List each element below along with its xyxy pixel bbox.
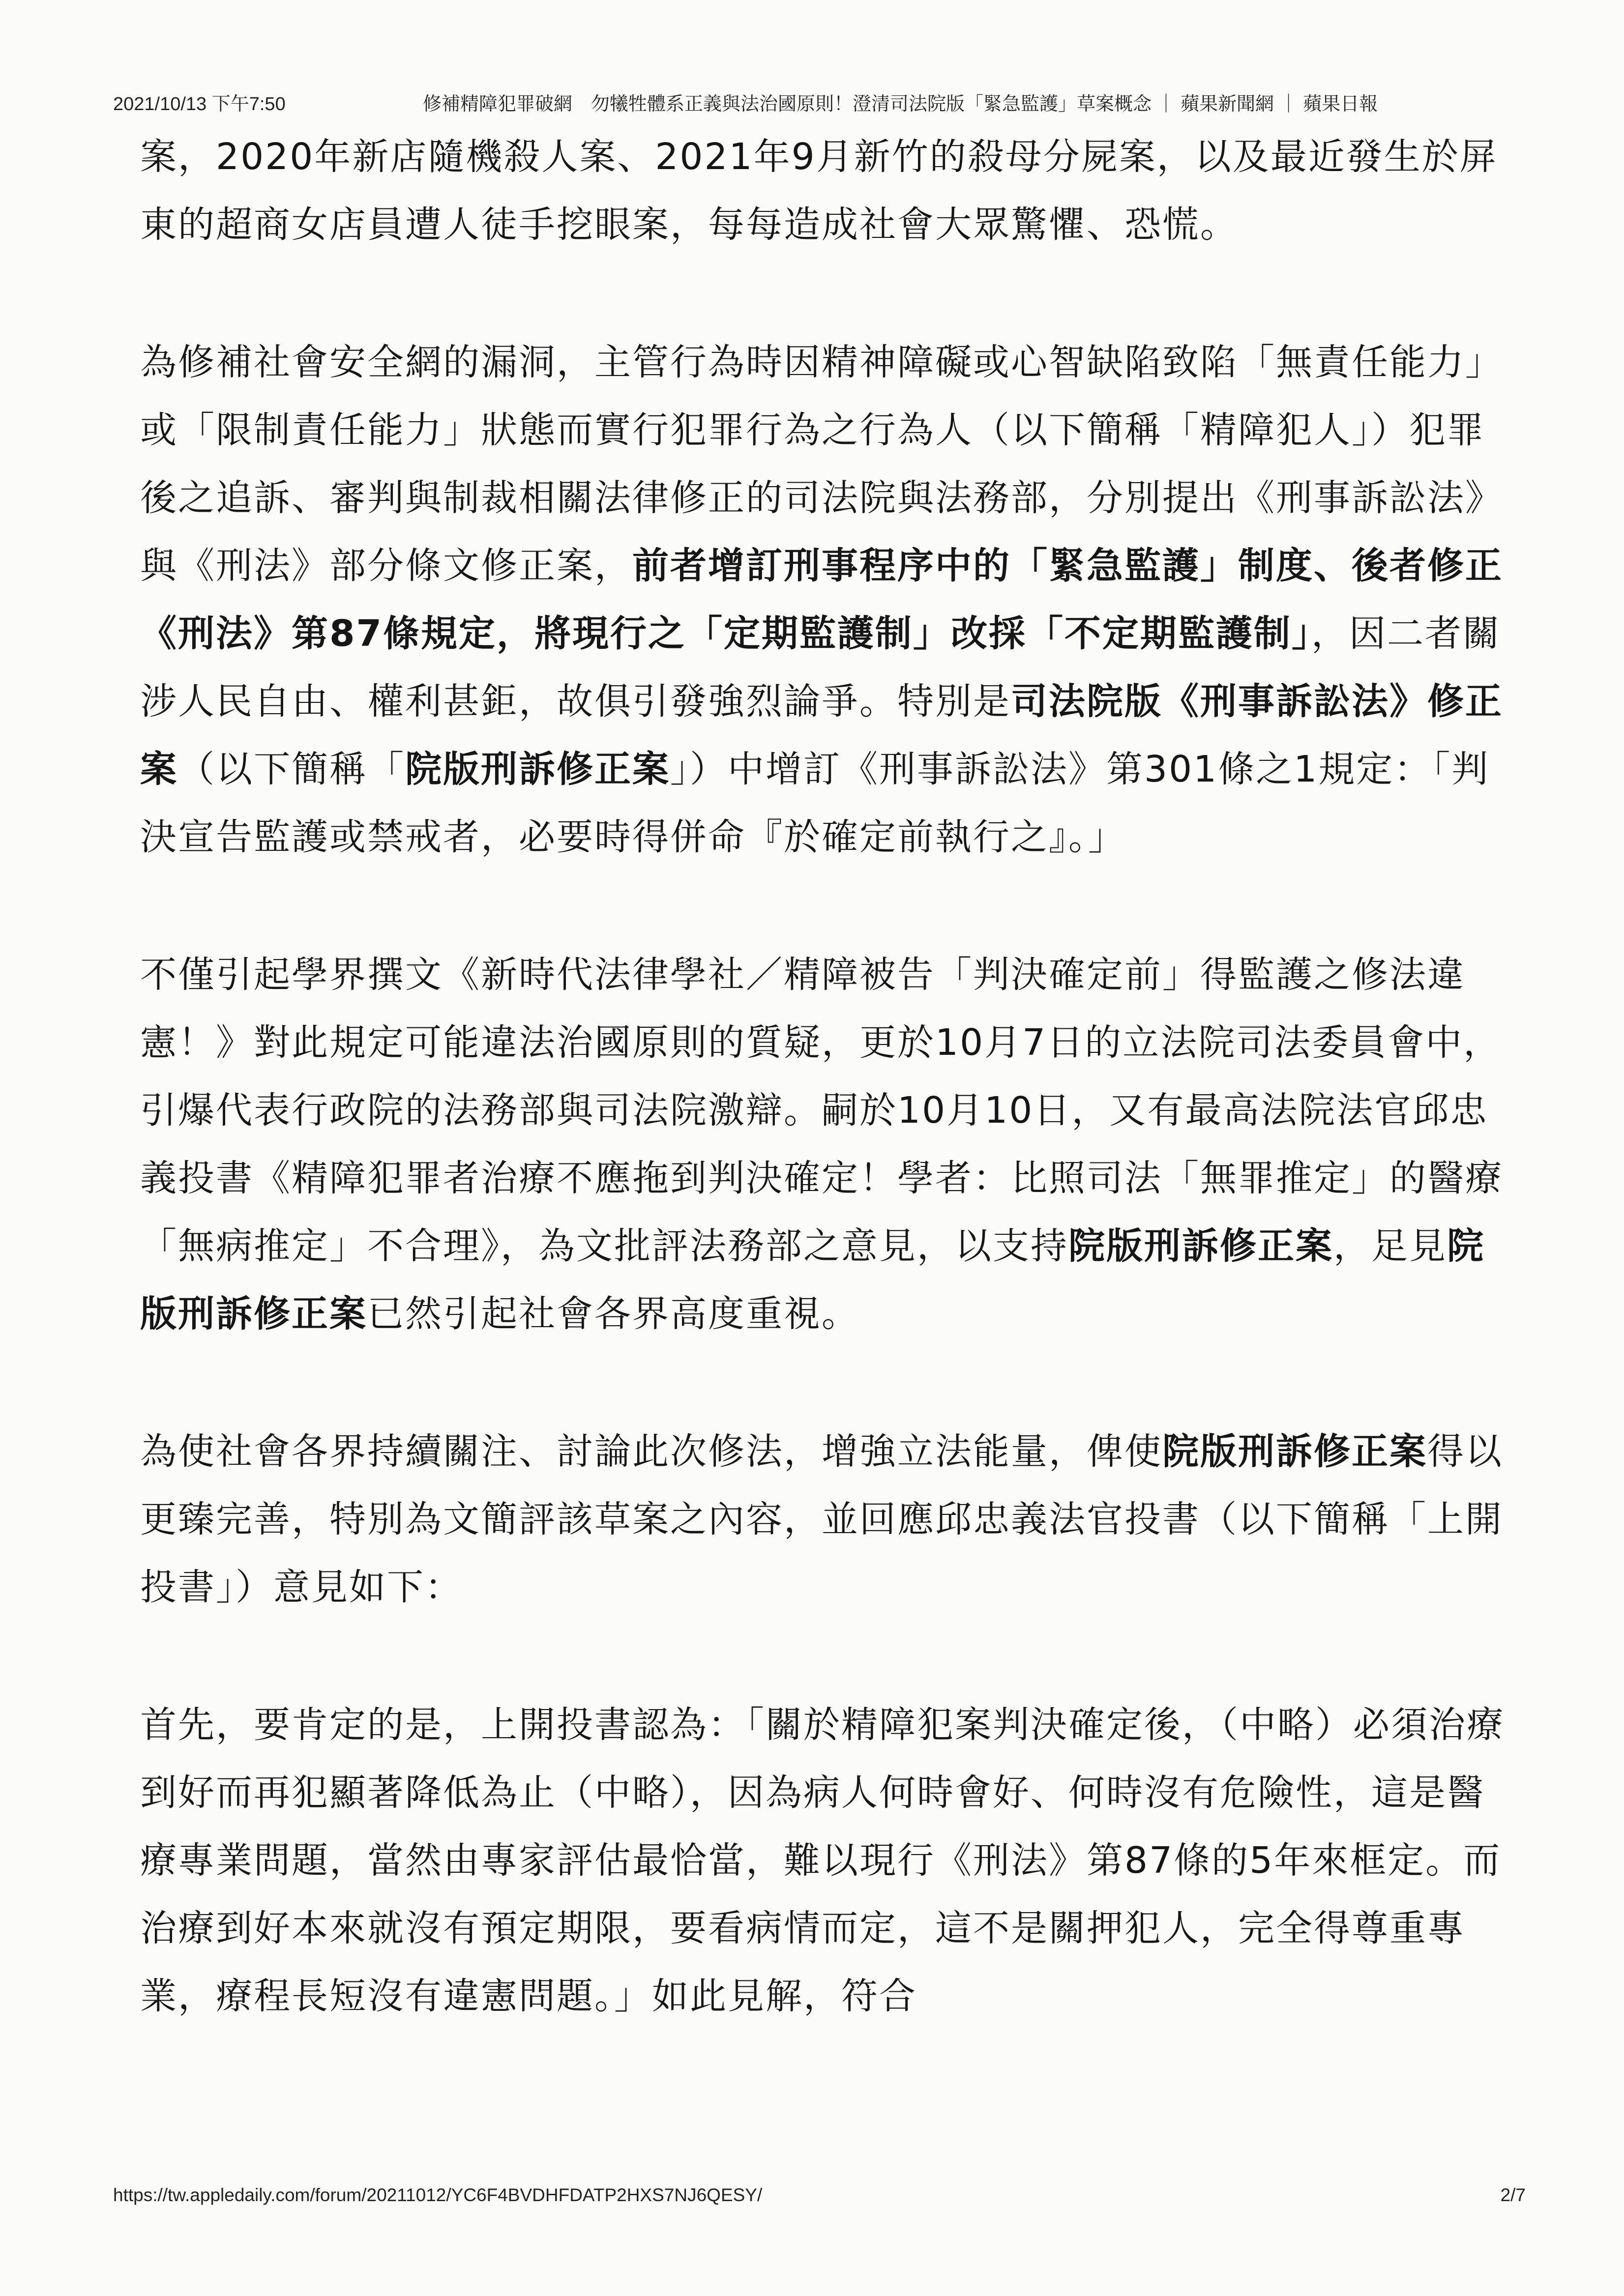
text-segment: 得以更臻完善，特別為文簡評該草案之內容，並回應邱忠義法官投書（以下簡稱「上開投書」）意見如下： xyxy=(140,1430,1503,1608)
bold-text-segment: 司法院版《刑事訴訟法》修正案 xyxy=(140,680,1503,790)
bold-text-segment: 院版刑訴修正案 xyxy=(1068,1225,1333,1267)
article-paragraph xyxy=(140,1418,1517,1621)
print-header xyxy=(113,88,1526,118)
article-paragraph xyxy=(140,1691,1517,2030)
bold-text-segment: 前者增訂刑事程序中的「緊急監護」制度、後者修正《刑法》第87條規定，將現行之「定期監護制」改採「不定期監護制」 xyxy=(140,545,1503,655)
article-paragraph xyxy=(140,123,1517,259)
text-segment: 不僅引起學界撰文《新時代法律學社／精障被告「判決確定前」得監護之修法違憲！》對此規定可能違法治國原則的質疑，更於10月7日的立法院司法委員會中，引爆代表行政院的法務部與司法院激辯。嗣於10月10日，又有最高法院法官邱忠義投書《精障犯罪者治療不應拖到判決確定！學者：比照司法「無罪推定」的醫療「無病推定」不合理》，為文批評法務部之意見，以支持 xyxy=(140,954,1503,1267)
text-segment: 首先，要肯定的是，上開投書認為：「關於精障犯案判決確定後，（中略）必須治療到好而再犯顯著降低為止（中略），因為病人何時會好、何時沒有危險性，這是醫療專業問題，當然由專家評估最恰當，難以現行《刑法》第87條的5年來框定。而治療到好本來就沒有預定期限，要看病情而定，這不是關押犯人，完全得尊重專業，療程長短沒有違憲問題。」如此見解，符合 xyxy=(140,1704,1505,2017)
text-segment: 」）中增訂《刑事訴訟法》第301條之1規定：「判決宣告監護或禁戒者，必要時得併命『於確定前執行之』。」 xyxy=(140,748,1490,858)
article-paragraph xyxy=(140,941,1517,1348)
bold-text-segment: 院版刑訴修正案 xyxy=(1162,1430,1427,1473)
text-segment: 案，2020年新店隨機殺人案、2021年9月新竹的殺母分屍案，以及最近發生於屏東的超商女店員遭人徒手挖眼案，每每造成社會大眾驚懼、恐慌。 xyxy=(140,136,1498,246)
article-body xyxy=(140,123,1517,2030)
text-segment: 為修補社會安全網的漏洞，主管行為時因精神障礙或心智缺陷致陷「無責任能力」或「限制責任能力」狀態而實行犯罪行為之行為人（以下簡稱「精障犯人」）犯罪後之追訴、審判與制裁相關法律修正的司法院與法務部，分別提出《刑事訴訟法》與《刑法》部分條文修正案， xyxy=(140,341,1503,587)
article-paragraph xyxy=(140,328,1517,871)
page-url: https://tw.appledaily.com/forum/20211012/YC6F4BVDHFDATP2HXS7NJ6QESY/ xyxy=(113,2185,763,2205)
bold-text-segment: 院版刑訴修正案 xyxy=(140,1225,1485,1335)
print-timestamp: 2021/10/13 下午7:50 xyxy=(113,94,286,115)
bold-text-segment: 院版刑訴修正案 xyxy=(405,748,670,790)
text-segment: （以下簡稱「 xyxy=(178,748,405,790)
text-segment: 已然引起社會各界高度重視。 xyxy=(367,1293,859,1335)
text-segment: 為使社會各界持續關注、討論此次修法，增強立法能量，俾使 xyxy=(140,1430,1162,1473)
print-page-title: 修補精障犯罪破網 勿犧牲體系正義與法治國原則！澄清司法院版「緊急監護」草案概念 ｜ 蘋果新聞網 ｜ 蘋果日報 xyxy=(423,94,1378,115)
text-segment: ，因二者關涉人民自由、權利甚鉅，故俱引發強烈論爭。特別是 xyxy=(140,612,1501,723)
page-number: 2/7 xyxy=(1500,2185,1526,2205)
print-footer xyxy=(113,2185,1526,2209)
text-segment: ，足見 xyxy=(1333,1225,1447,1267)
